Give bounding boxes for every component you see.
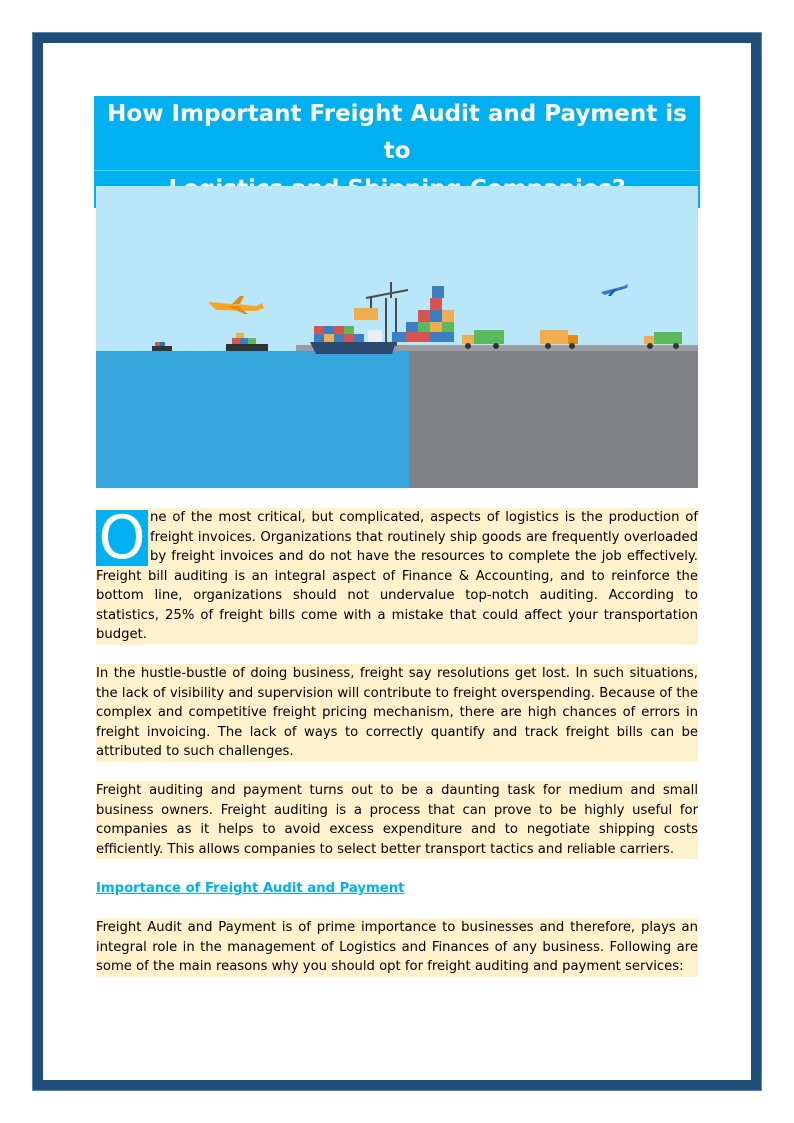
importance-heading-link[interactable]: Importance of Freight Audit and Payment bbox=[96, 881, 405, 896]
drop-cap: O bbox=[96, 510, 148, 566]
paragraph-2: In the hustle-bustle of doing business, freight say resolutions get lost. In such situations, the lack of visibility and supervision will contribute to freight overspending. Because of the complex and competitive freight pricing mechanism, there are high chances of errors in freight invoicing. The lack of ways to correctly quantify and track freight bills can be attributed to such challenges. bbox=[96, 664, 698, 762]
paragraph-3: Freight auditing and payment turns out to be a daunting task for medium and small business owners. Freight auditing is a process that can prove to be highly useful for companies as it helps to avoid excess expenditure and to negotiate shipping costs efficiently. This allows companies to select better transport tactics and reliable carriers. bbox=[96, 781, 698, 859]
paragraph-5: Freight Audit and Payment is of prime importance to businesses and therefore, plays an integral role in the management of Logistics and Finances of any business. Following are some of the main reasons why you should opt for freight auditing and payment services: bbox=[96, 918, 698, 977]
intro-text: ne of the most critical, but complicated, aspects of logistics is the production of freight invoices. Organizations that routinely ship goods are frequently overloaded by freight invoices and do not have the resources to complete the job effectively. Freight bill auditing is an integral aspect of Finance & Accounting, and to reinforce the bottom line, organizations should not undervalue top-notch auditing. According to statistics, 25% of freight bills come with a mistake that could affect your transportation budget. bbox=[96, 510, 698, 642]
intro-paragraph bbox=[96, 503, 698, 645]
hanging-container-icon bbox=[354, 308, 378, 320]
title-line-1: How Important Freight Audit and Payment is to bbox=[107, 101, 687, 164]
hero-illustration bbox=[96, 186, 698, 488]
